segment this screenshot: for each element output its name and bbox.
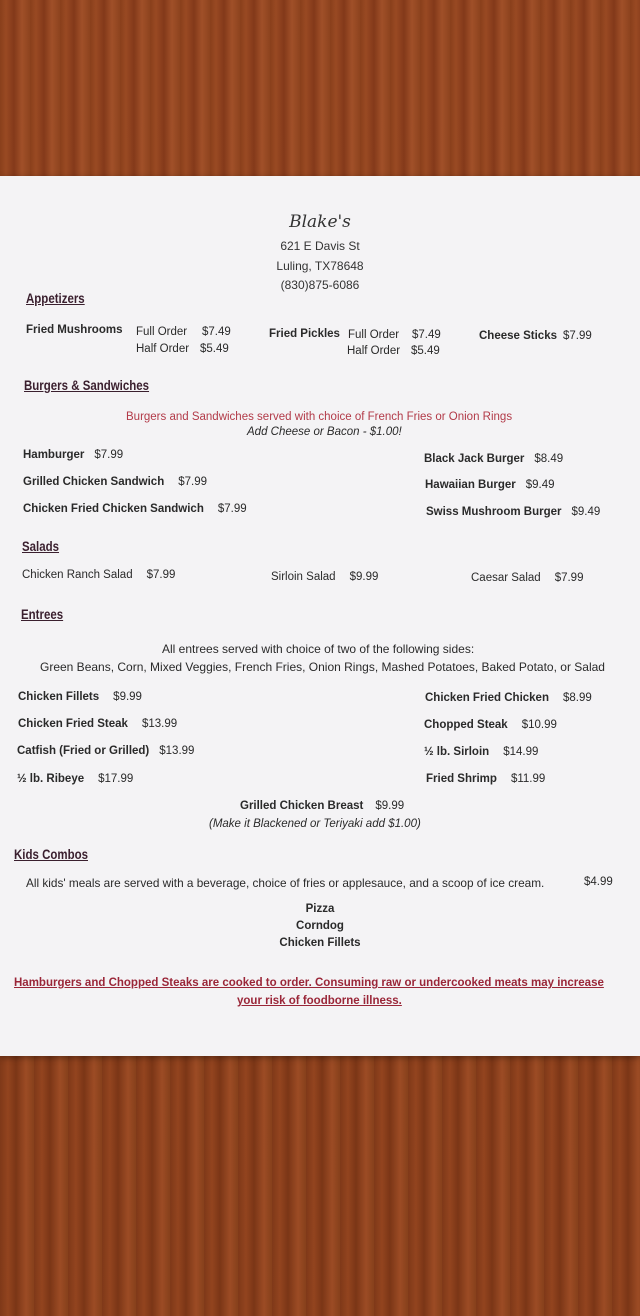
item-name: Sirloin Salad xyxy=(271,571,336,583)
item-price: $7.99 xyxy=(178,476,208,488)
section-title-burgers: Burgers & Sandwiches xyxy=(24,377,150,393)
cheese-sticks-price: $7.99 xyxy=(563,330,592,342)
wood-table-top xyxy=(0,0,640,178)
wood-table-bottom xyxy=(0,1052,640,1316)
warning-line-1: Hamburgers and Chopped Steaks are cooked to order. Consuming raw or undercooked meats may increase xyxy=(14,977,604,989)
item-name: Chicken Fried Chicken Sandwich xyxy=(23,503,204,515)
section-title-salads: Salads xyxy=(22,538,60,554)
item-name: Hawaiian Burger xyxy=(425,479,516,491)
item-name: Grilled Chicken Sandwich xyxy=(23,476,165,488)
menu-item xyxy=(426,773,545,785)
item-name: Swiss Mushroom Burger xyxy=(426,506,562,518)
menu-item xyxy=(425,479,555,491)
menu-item xyxy=(424,719,557,731)
menu-item xyxy=(22,569,175,581)
item-name: ½ lb. Sirloin xyxy=(424,746,490,758)
menu-item xyxy=(23,503,247,515)
item-price: $17.99 xyxy=(98,773,134,785)
menu-item xyxy=(23,476,207,488)
kids-price: $4.99 xyxy=(584,876,613,888)
item-name: Chopped Steak xyxy=(424,719,508,731)
item-name: Catfish (Fried or Grilled) xyxy=(17,745,150,757)
mushrooms-half-price: $5.49 xyxy=(200,343,229,355)
item-price: $9.99 xyxy=(349,571,379,583)
item-price: $8.99 xyxy=(562,692,592,704)
item-name: Chicken Fillets xyxy=(18,691,100,703)
item-price: $9.99 xyxy=(113,691,142,703)
item-name: Chicken Fried Chicken xyxy=(425,692,549,704)
item-name: Chicken Fried Steak xyxy=(18,718,128,730)
menu-item xyxy=(424,453,563,465)
menu-item xyxy=(18,718,177,730)
burgers-addon: Add Cheese or Bacon - $1.00! xyxy=(247,426,402,438)
item-name: Black Jack Burger xyxy=(424,453,525,465)
pickles-half-price: $5.49 xyxy=(411,345,440,357)
section-title-kids: Kids Combos xyxy=(14,846,88,862)
item-price: $14.99 xyxy=(503,746,539,758)
menu-item xyxy=(18,691,142,703)
item-name: Fried Shrimp xyxy=(426,773,497,785)
menu-item xyxy=(17,773,133,785)
item-price: $8.49 xyxy=(534,453,564,465)
address-city: Luling, TX78648 xyxy=(276,259,364,273)
item-price: $7.99 xyxy=(554,572,584,584)
item-price: $13.99 xyxy=(159,745,195,757)
entrees-blackened-note: (Make it Blackened or Teriyaki add $1.00) xyxy=(209,818,421,830)
item-cheese-sticks: Cheese Sticks xyxy=(479,330,557,342)
menu-item xyxy=(271,571,378,583)
entrees-note: All entrees served with choice of two of the following sides: xyxy=(162,642,475,656)
menu-item xyxy=(17,745,194,757)
item-price: $7.99 xyxy=(94,449,124,461)
item-name: Hamburger xyxy=(23,449,85,461)
item-name: Caesar Salad xyxy=(471,572,541,584)
item-fried-mushrooms: Fried Mushrooms xyxy=(26,324,123,336)
pickles-full-label: Full Order xyxy=(348,329,400,341)
pickles-full-price: $7.49 xyxy=(412,329,441,341)
item-price: $9.49 xyxy=(571,506,601,518)
kids-item-chicken-fillets: Chicken Fillets xyxy=(279,937,361,949)
phone-number: (830)875-6086 xyxy=(280,278,360,292)
item-price: $9.99 xyxy=(375,800,405,812)
mushrooms-full-price: $7.49 xyxy=(202,326,231,338)
item-price: $11.99 xyxy=(510,773,546,785)
mushrooms-half-label: Half Order xyxy=(136,343,190,355)
item-name: Grilled Chicken Breast xyxy=(240,800,364,812)
menu-item xyxy=(426,506,600,518)
entrees-sides: Green Beans, Corn, Mixed Veggies, French Fries, Onion Rings, Mashed Potatoes, Baked Potato, or Salad xyxy=(40,660,605,674)
section-title-entrees: Entrees xyxy=(21,606,64,622)
item-price: $7.99 xyxy=(217,503,247,515)
menu-item xyxy=(23,449,123,461)
burgers-note: Burgers and Sandwiches served with choice of French Fries or Onion Rings xyxy=(126,411,513,423)
restaurant-name: Blake's xyxy=(289,212,351,232)
section-title-appetizers: Appetizers xyxy=(26,290,85,306)
menu-item xyxy=(240,800,404,812)
menu-item xyxy=(471,572,583,584)
kids-item-pizza: Pizza xyxy=(305,903,335,915)
item-fried-pickles: Fried Pickles xyxy=(269,328,340,340)
address-street: 621 E Davis St xyxy=(280,239,360,253)
item-price: $9.49 xyxy=(525,479,555,491)
item-price: $7.99 xyxy=(146,569,176,581)
mushrooms-full-label: Full Order xyxy=(136,326,188,338)
kids-item-corndog: Corndog xyxy=(296,920,344,932)
pickles-half-label: Half Order xyxy=(347,345,401,357)
menu-item xyxy=(425,692,592,704)
menu-item xyxy=(424,746,538,758)
item-price: $10.99 xyxy=(521,719,557,731)
kids-note: All kids' meals are served with a beverage, choice of fries or applesauce, and a scoop of ice cream. xyxy=(26,876,545,890)
item-price: $13.99 xyxy=(141,718,178,730)
item-name: ½ lb. Ribeye xyxy=(17,773,85,785)
item-name: Chicken Ranch Salad xyxy=(22,569,133,581)
warning-line-2: your risk of foodborne illness. xyxy=(237,995,402,1007)
menu-paper xyxy=(0,176,640,1056)
